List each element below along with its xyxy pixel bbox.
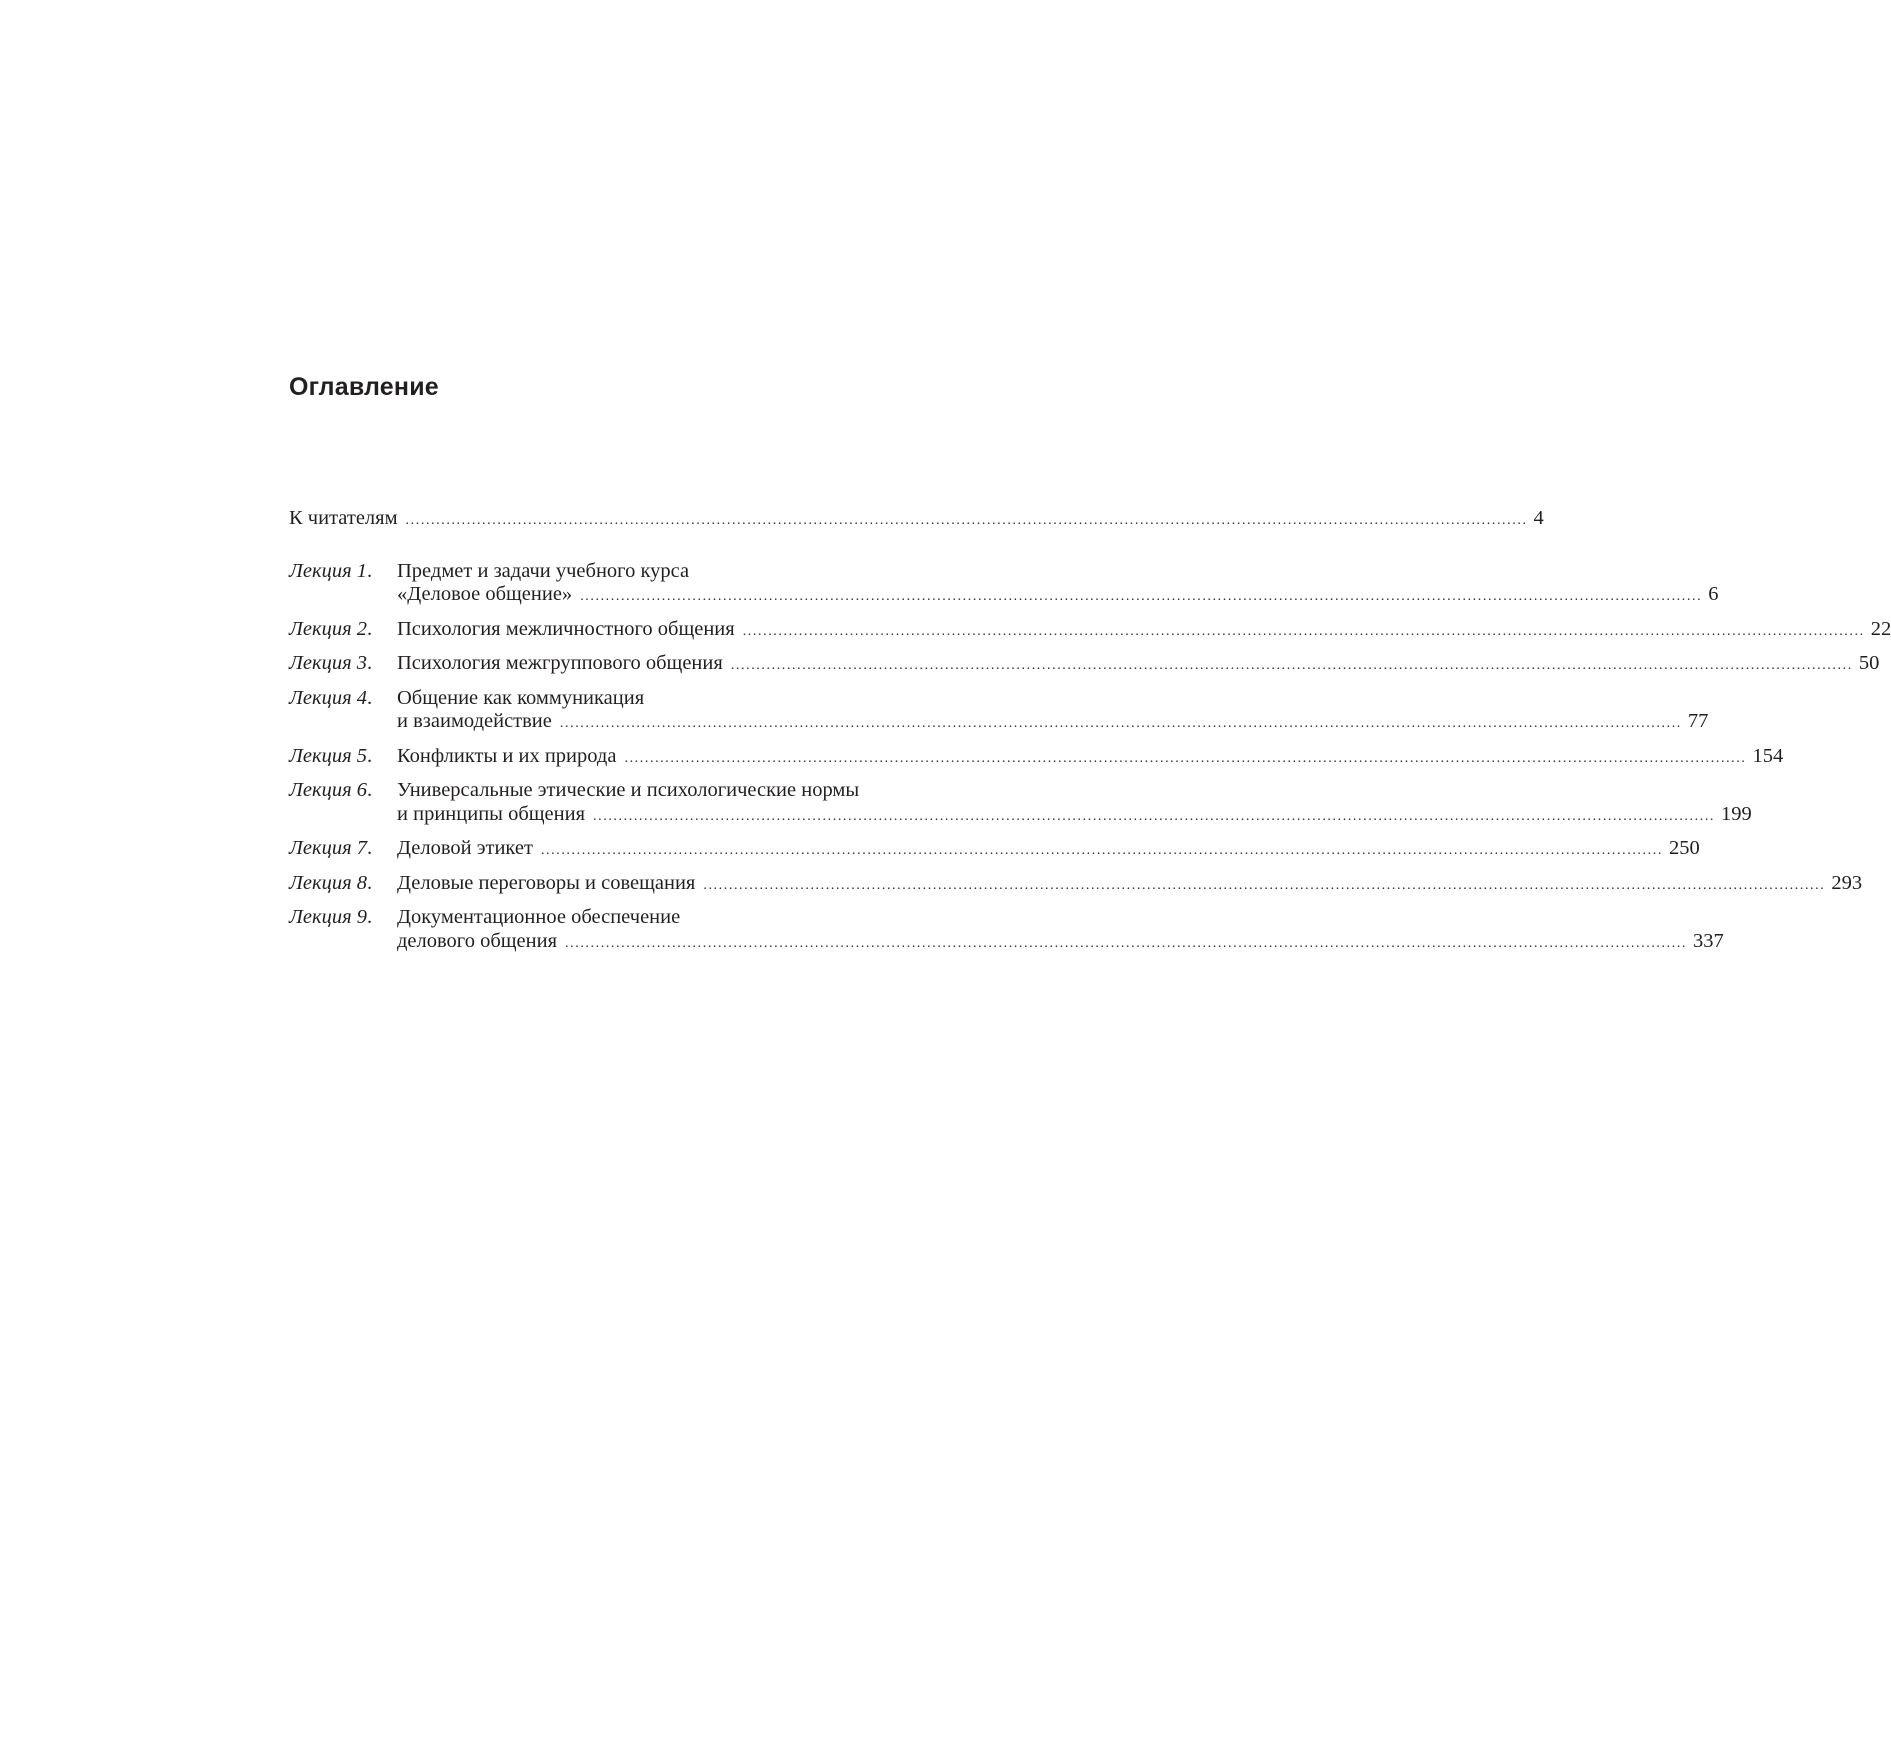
toc-entry[interactable] <box>289 559 1719 609</box>
lecture-word: Лекция <box>289 559 352 582</box>
toc-entry-title-line: Психология межличностного общения <box>397 617 735 640</box>
toc-leader-dots: ............................................................................................................................................................................................................................ <box>565 935 1688 951</box>
toc-entry-label: Лекция 5. <box>289 744 373 767</box>
toc-entry-body <box>397 871 1863 898</box>
toc-entry-body <box>397 837 1700 863</box>
toc-leader-dots: ............................................................................................................................................................................................................................ <box>730 658 1853 673</box>
toc-entry-page: 293 <box>1831 871 1863 894</box>
toc-entry-page: 77 <box>1687 710 1709 732</box>
toc-entry-title-line: Деловые переговоры и совещания <box>397 871 696 894</box>
toc-entry[interactable] <box>289 686 1709 736</box>
lecture-word: Лекция <box>289 652 352 674</box>
toc-entry[interactable] <box>289 744 1784 771</box>
toc-leader-dots: ............................................................................................................................................................................................................................ <box>624 750 1747 766</box>
toc-entry-last-line <box>397 871 1863 898</box>
page-title: Оглавление <box>289 373 439 401</box>
toc-entry[interactable] <box>289 871 1863 898</box>
toc-leader-dots: ............................................................................................................................................................................................................................ <box>580 589 1703 604</box>
lecture-number: 2 <box>356 617 367 640</box>
lecture-number: 3 <box>356 652 367 674</box>
toc-entry-body <box>397 686 1709 736</box>
toc-entry-last-line <box>397 744 1784 771</box>
toc-entry-label: Лекция 6. <box>289 779 373 801</box>
toc-entry-body <box>397 559 1719 609</box>
toc-entry-page: 22 <box>1870 617 1891 640</box>
toc-entry-page: 6 <box>1708 583 1719 605</box>
toc-entry-body <box>397 906 1724 955</box>
toc-entry-title-line: Документационное обеспечение <box>397 906 681 928</box>
lecture-word: Лекция <box>289 686 352 709</box>
toc-entry-last-line <box>397 802 1752 829</box>
toc-entry-title-line: Общение как коммуникация <box>397 686 645 709</box>
lecture-word: Лекция <box>289 744 352 767</box>
toc-entry-body <box>397 652 1880 678</box>
toc-entry-page: 199 <box>1721 802 1752 825</box>
toc-entry-body <box>397 617 1891 644</box>
toc-entry-last-line <box>397 837 1700 863</box>
toc-entries <box>289 559 1891 956</box>
toc-entry-label: Лекция 8. <box>289 871 373 894</box>
toc-entry-title-line: Конфликты и их природа <box>397 744 617 767</box>
toc-leader-dots: ............................................................................................................................................................................................................................ <box>540 843 1663 858</box>
toc-entry-label: Лекция 7. <box>289 837 373 859</box>
toc-entry[interactable] <box>289 617 1891 644</box>
toc-entry-body <box>397 779 1752 828</box>
table-of-contents <box>289 507 1891 964</box>
toc-entry[interactable] <box>289 906 1724 955</box>
lecture-number: 7 <box>356 837 367 859</box>
toc-entry[interactable] <box>289 779 1752 828</box>
toc-entry-label: Лекция 1. <box>289 559 373 582</box>
lecture-number: 6 <box>356 779 367 801</box>
toc-leader-dots: ............................................................................................................................................................................................................................ <box>742 623 1865 639</box>
toc-preface-page: 4 <box>1533 507 1544 529</box>
lecture-number: 8 <box>356 871 367 894</box>
lecture-number: 4 <box>356 686 367 709</box>
toc-leader-dots: ............................................................................................................................................................................................................................ <box>405 513 1528 528</box>
toc-entry-title-line: Деловой этикет <box>397 837 533 859</box>
toc-entry-title-line: делового общения <box>397 929 558 952</box>
toc-entry-page: 250 <box>1668 837 1700 859</box>
toc-leader-dots: ............................................................................................................................................................................................................................ <box>559 716 1682 731</box>
toc-entry-last-line <box>397 583 1719 609</box>
toc-entry-label: Лекция 4. <box>289 686 373 709</box>
lecture-word: Лекция <box>289 837 352 859</box>
toc-entry-page: 337 <box>1693 929 1724 952</box>
toc-entry-title-line: Психология межгруппового общения <box>397 652 723 674</box>
toc-entry-last-line <box>397 652 1880 678</box>
lecture-number: 9 <box>356 906 367 928</box>
lecture-word: Лекция <box>289 617 352 640</box>
toc-entry-page: 50 <box>1858 652 1880 674</box>
toc-leader-dots: ............................................................................................................................................................................................................................ <box>703 877 1826 893</box>
toc-preface[interactable] <box>289 507 1544 533</box>
lecture-word: Лекция <box>289 906 352 928</box>
toc-entry-label: Лекция 9. <box>289 906 373 928</box>
toc-entry-title-line: «Деловое общение» <box>397 583 573 605</box>
toc-entry-body <box>397 744 1784 771</box>
lecture-number: 5 <box>356 744 367 767</box>
toc-entry-title-line: Универсальные этические и психологические нормы <box>397 779 860 801</box>
lecture-word: Лекция <box>289 779 352 801</box>
toc-entry-label: Лекция 2. <box>289 617 373 640</box>
lecture-word: Лекция <box>289 871 352 894</box>
toc-entry[interactable] <box>289 837 1700 863</box>
toc-preface-title: К читателям <box>289 507 398 529</box>
toc-entry-title-line: Предмет и задачи учебного курса <box>397 559 690 582</box>
toc-entry-page: 154 <box>1752 744 1784 767</box>
lecture-number: 1 <box>356 559 367 582</box>
toc-entry[interactable] <box>289 652 1880 678</box>
toc-entry-last-line <box>397 710 1709 736</box>
toc-entry-last-line <box>397 929 1724 956</box>
toc-entry-title-line: и взаимодействие <box>397 710 552 732</box>
toc-entry-title-line: и принципы общения <box>397 802 586 825</box>
toc-entry-label: Лекция 3. <box>289 652 373 674</box>
toc-entry-last-line <box>397 617 1891 644</box>
toc-leader-dots: ............................................................................................................................................................................................................................ <box>593 808 1716 824</box>
